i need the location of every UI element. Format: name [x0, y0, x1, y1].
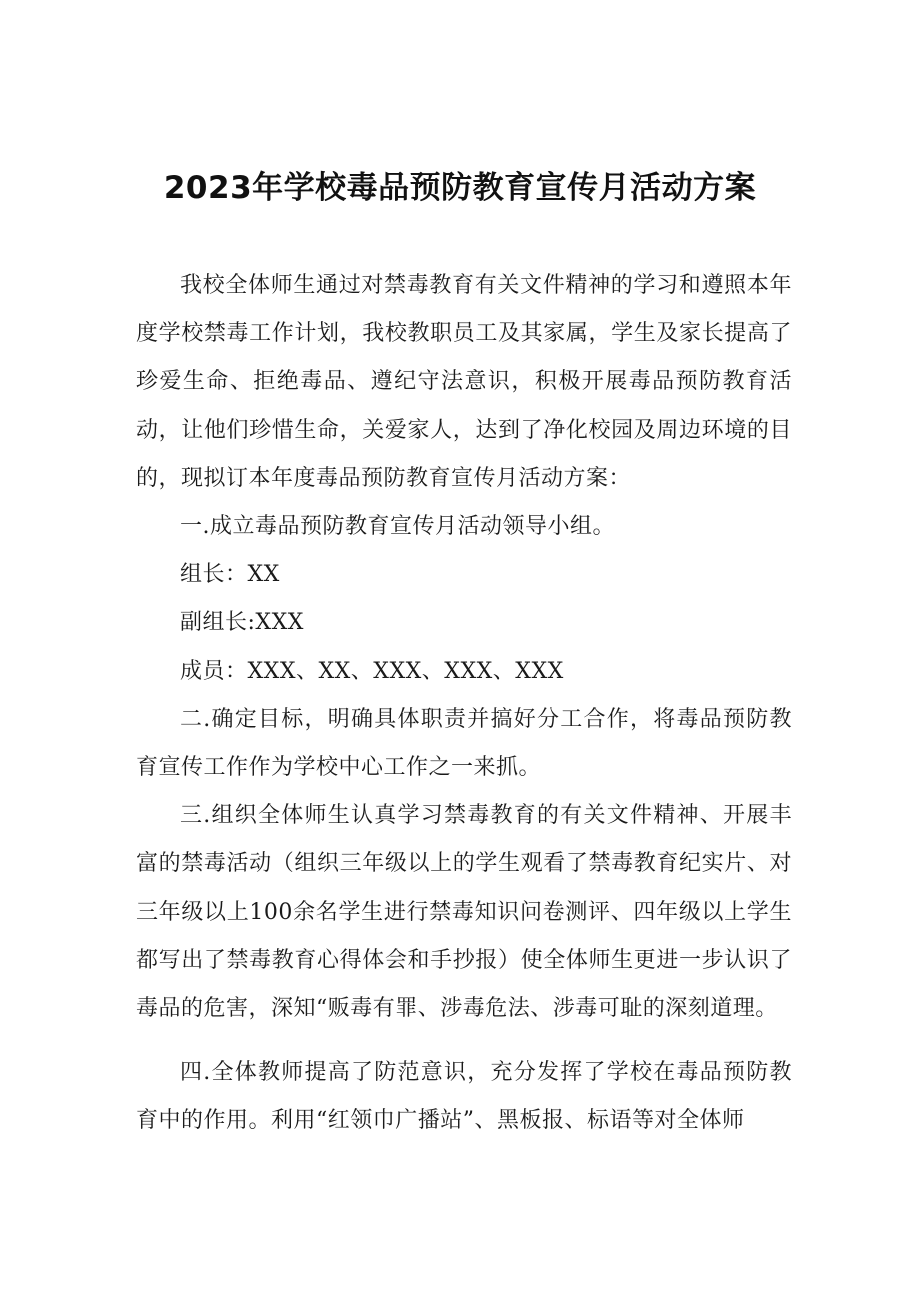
- section-two-paragraph: 二.确定目标，明确具体职责并搞好分工合作，将毒品预防教育宣传工作作为学校中心工作之一来抓。: [136, 706, 792, 781]
- section-three-paragraph: 三.组织全体师生认真学习禁毒教育的有关文件精神、开展丰富的禁毒活动（组织三年级以上的学生观看了禁毒教育纪实片、对三年级以上100余名学生进行禁毒知识问卷测评、四年级以上学生都写出了禁毒教育心得体会和手抄报）使全体师生更进一步认识了毒品的危害，深知“贩毒有罪、涉毒危法、涉毒可耻的深刻道理。: [136, 803, 792, 1022]
- deputy-leader-line: 副组长:XXX: [180, 610, 304, 636]
- intro-paragraph: 我校全体师生通过对禁毒教育有关文件精神的学习和遵照本年度学校禁毒工作计划，我校教职员工及其家属，学生及家长提高了珍爱生命、拒绝毒品、遵纪守法意识，积极开展毒品预防教育活动，让他们珍惜生命，关爱家人，达到了净化校园及周边环境的目的，现拟订本年度毒品预防教育宣传月活动方案：: [136, 273, 792, 491]
- document-title: 2023年学校毒品预防教育宣传月活动方案: [163, 170, 757, 206]
- members-line: 成员：XXX、XX、XXX、XXX、XXX: [180, 658, 564, 684]
- team-leader-line: 组长：XX: [180, 562, 280, 588]
- section-one-heading: 一.成立毒品预防教育宣传月活动领导小组。: [180, 514, 615, 540]
- section-four-paragraph: 四.全体教师提高了防范意识，充分发挥了学校在毒品预防教育中的作用。利用“红领巾广播站”、黑板报、标语等对全体师: [136, 1060, 792, 1134]
- document-body: [136, 262, 792, 1146]
